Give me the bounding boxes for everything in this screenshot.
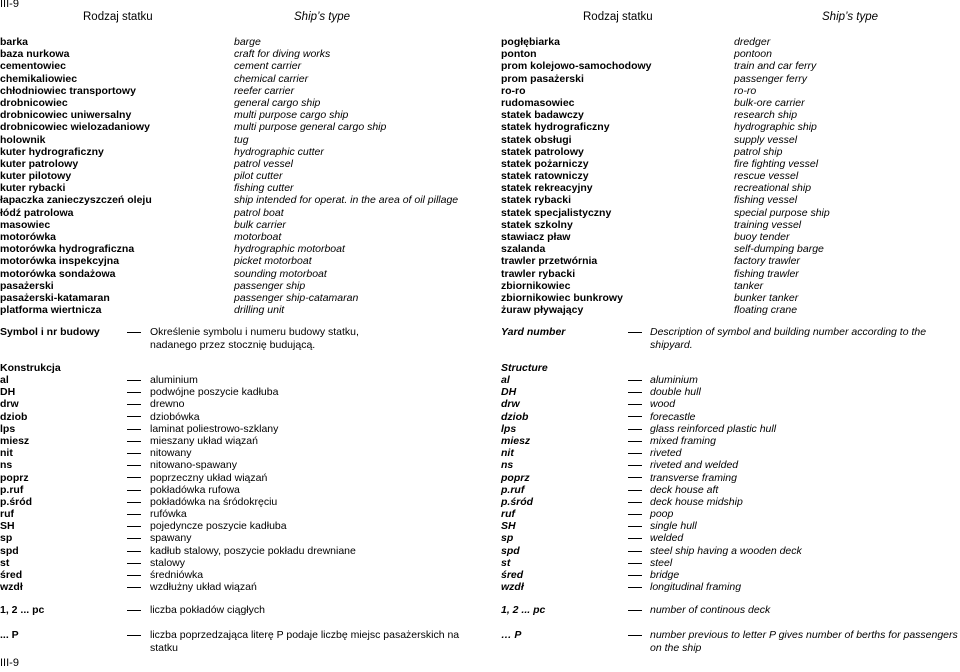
abbreviation: drw xyxy=(501,398,520,411)
abbreviation-meaning: transverse framing xyxy=(650,471,737,484)
dash-separator xyxy=(127,502,141,503)
ship-type-en: dredger xyxy=(734,36,771,48)
dash-separator xyxy=(127,404,141,405)
dash-separator xyxy=(628,563,642,564)
decks-abbr-pl: 1, 2 ... pc xyxy=(0,604,45,616)
ship-type-pl: statek hydrograficzny xyxy=(501,121,610,134)
ship-type-en: reefer carrier xyxy=(234,84,295,97)
abbreviation: miesz xyxy=(0,434,30,447)
ship-type-en: bunker tanker xyxy=(734,291,799,304)
ship-type-pl: ponton xyxy=(501,48,537,61)
ship-type-pl: ro-ro xyxy=(501,84,526,97)
abbreviation: spd xyxy=(0,544,19,557)
dash-separator xyxy=(127,332,141,333)
abbreviation: sp xyxy=(0,532,13,545)
abbreviation-meaning: deck house aft xyxy=(650,483,719,496)
ship-type-pl: kuter pilotowy xyxy=(0,170,72,183)
ship-type-pl: kuter hydrograficzny xyxy=(0,145,104,158)
ship-type-pl: trawler przetwórnia xyxy=(501,255,598,268)
ship-type-en: patrol ship xyxy=(734,145,783,158)
dash-separator xyxy=(628,635,642,636)
abbreviation: p.ruf xyxy=(0,483,24,496)
abbreviation: lps xyxy=(0,422,16,435)
ship-type-en: sounding motorboat xyxy=(234,267,327,280)
abbreviation: st xyxy=(501,556,511,569)
ship-type-en: tanker xyxy=(734,279,764,292)
ship-type-en: rescue vessel xyxy=(734,170,799,183)
ship-type-pl: masowiec xyxy=(0,218,51,231)
abbreviation: nit xyxy=(501,447,514,460)
yard-number-desc-en: Description of symbol and building number according to the shipyard. xyxy=(650,326,927,351)
ship-type-pl: szalanda xyxy=(501,243,546,256)
ship-type-pl: statek rekreacyjny xyxy=(501,182,593,195)
ship-type-en: chemical carrier xyxy=(234,72,309,85)
ship-type-en: motorboat xyxy=(234,231,282,243)
ship-type-pl: holownik xyxy=(0,133,46,146)
ship-type-pl: prom kolejowo-samochodowy xyxy=(501,60,652,73)
ship-type-pl: stawiacz pław xyxy=(501,231,571,243)
dash-separator xyxy=(628,404,642,405)
header-right-english: Ship’s type xyxy=(822,11,879,23)
abbreviation-meaning: średniówka xyxy=(150,569,204,581)
dash-separator xyxy=(127,490,141,491)
yard-number-desc-pl: Określenie symbolu i numeru budowy statku, nadanego przez stocznię budującą. xyxy=(150,326,359,351)
header-left-polish: Rodzaj statku xyxy=(83,11,153,23)
abbreviation-meaning: pokładówka rufowa xyxy=(150,483,240,496)
ship-type-pl: motorówka hydrograficzna xyxy=(0,243,135,256)
ship-types-right-polish xyxy=(501,36,652,316)
dash-separator xyxy=(628,453,642,454)
ship-type-pl: statek badawczy xyxy=(501,109,584,122)
dash-separator xyxy=(628,538,642,539)
dash-separator xyxy=(628,429,642,430)
abbreviation: ruf xyxy=(501,508,515,521)
ship-type-en: train and car ferry xyxy=(734,60,817,73)
berths-abbr-pl: ... P xyxy=(0,629,19,641)
ship-type-pl: pasażerski xyxy=(0,279,54,292)
ship-type-pl: drobnicowiec uniwersalny xyxy=(0,109,132,122)
dash-separator xyxy=(628,514,642,515)
abbreviation-meaning: poprzeczny układ wiązań xyxy=(150,471,268,484)
abbreviation: DH xyxy=(0,386,16,399)
dash-separator xyxy=(127,635,141,636)
abbreviation-meaning: steel xyxy=(650,556,673,569)
dash-separator xyxy=(628,526,642,527)
abbreviation-meaning: bridge xyxy=(650,569,680,581)
ship-type-en: tug xyxy=(234,133,249,146)
abbreviation: al xyxy=(0,374,9,386)
abbreviation-meaning: riveted and welded xyxy=(650,459,739,472)
ship-type-en: multi purpose cargo ship xyxy=(234,109,349,122)
dash-separator xyxy=(127,380,141,381)
dash-separator xyxy=(127,526,141,527)
abbreviation-meaning: deck house midship xyxy=(650,495,743,508)
abbreviation-meaning: aluminium xyxy=(650,374,698,386)
abbreviation-meaning: double hull xyxy=(650,386,701,399)
abbreviation: dziob xyxy=(0,410,28,423)
page-number-bottom: III-9 xyxy=(0,657,19,669)
abbreviation: nit xyxy=(0,447,13,460)
abbreviation: SH xyxy=(0,520,15,533)
ship-type-pl: cementowiec xyxy=(0,60,66,73)
abbreviation: sp xyxy=(501,532,514,545)
ship-type-en: hydrographic ship xyxy=(734,121,817,134)
dash-separator xyxy=(127,429,141,430)
ship-type-en: patrol vessel xyxy=(234,157,293,170)
abbreviation-meaning: steel ship having a wooden deck xyxy=(650,544,802,557)
ship-type-pl: barka xyxy=(0,36,29,48)
dash-separator xyxy=(127,575,141,576)
abbreviation-meaning: poop xyxy=(650,508,674,521)
ship-type-en: supply vessel xyxy=(734,133,798,146)
abbreviation-meaning: laminat poliestrowo-szklany xyxy=(150,422,279,435)
ship-type-pl: platforma wiertnicza xyxy=(0,304,102,317)
ship-type-pl: motorówka xyxy=(0,231,57,243)
ship-type-pl: trawler rybacki xyxy=(501,267,576,280)
ship-type-en: passenger ship-catamaran xyxy=(234,291,359,304)
dash-separator xyxy=(628,441,642,442)
abbreviation: śred xyxy=(501,569,524,581)
ship-type-en: barge xyxy=(234,36,261,48)
ship-type-en: pontoon xyxy=(734,48,772,61)
ship-type-pl: łapaczka zanieczyszczeń oleju xyxy=(0,194,152,207)
ship-type-pl: statek ratowniczy xyxy=(501,170,589,183)
dash-separator xyxy=(127,392,141,393)
dash-separator xyxy=(628,380,642,381)
abbreviation-meaning: mixed framing xyxy=(650,434,716,447)
ship-type-pl: pogłębiarka xyxy=(501,36,560,48)
dash-separator xyxy=(628,332,642,333)
dash-separator xyxy=(127,514,141,515)
abbreviation-meaning: podwójne poszycie kadłuba xyxy=(150,386,279,399)
construction-title-en: Structure xyxy=(501,362,548,374)
ship-type-pl: chłodniowiec transportowy xyxy=(0,84,136,97)
dash-separator xyxy=(628,477,642,478)
decks-abbr-en: 1, 2 ... pc xyxy=(501,604,546,616)
dash-separator xyxy=(127,441,141,442)
dash-separator xyxy=(127,453,141,454)
ship-type-pl: motorówka inspekcyjna xyxy=(0,255,120,268)
ship-type-pl: drobnicowiec xyxy=(0,96,68,109)
abbreviation: al xyxy=(501,374,510,386)
abbreviation: ruf xyxy=(0,508,14,521)
yard-number-label-pl: Symbol i nr budowy xyxy=(0,326,100,338)
dash-separator xyxy=(127,563,141,564)
ship-type-en: ship intended for operat. in the area of oil pillage xyxy=(234,194,459,207)
ship-types-left-english xyxy=(234,36,458,316)
abbreviation: miesz xyxy=(501,434,531,447)
abbreviation: drw xyxy=(0,398,19,411)
ship-type-pl: łódź patrolowa xyxy=(0,206,74,219)
ship-type-en: floating crane xyxy=(734,304,798,317)
abbreviation: p.śród xyxy=(501,495,534,508)
abbreviation-meaning: nitowano-spawany xyxy=(150,459,237,472)
construction-title-pl: Konstrukcja xyxy=(0,362,61,374)
abbreviation-meaning: longitudinal framing xyxy=(650,581,742,594)
decks-desc-en: number of continous deck xyxy=(650,604,771,616)
abbreviation-meaning: riveted xyxy=(650,447,682,460)
ship-type-en: special purpose ship xyxy=(734,206,830,219)
ship-type-pl: zbiornikowiec bunkrowy xyxy=(501,291,623,304)
abbreviation: SH xyxy=(501,520,516,533)
dash-separator xyxy=(127,477,141,478)
ship-type-pl: statek szkolny xyxy=(501,218,573,231)
abbreviation-meaning: kadłub stalowy, poszycie pokładu drewniane xyxy=(150,544,356,557)
header-right-polish: Rodzaj statku xyxy=(583,11,653,23)
abbreviation-meaning: stalowy xyxy=(150,556,186,569)
abbreviation-meaning: welded xyxy=(650,532,684,545)
abbreviation-meaning: mieszany układ wiązań xyxy=(150,434,258,447)
abbreviation-meaning: wzdłużny układ wiązań xyxy=(150,581,257,594)
abbreviation-meaning: glass reinforced plastic hull xyxy=(650,422,777,435)
ship-type-en: fishing trawler xyxy=(734,267,799,280)
dash-separator xyxy=(127,610,141,611)
abbreviation-meaning: pojedyncze poszycie kadłuba xyxy=(150,520,287,533)
abbreviation-meaning: wood xyxy=(650,398,676,411)
dash-separator xyxy=(127,465,141,466)
ship-type-en: buoy tender xyxy=(734,231,790,243)
ship-type-en: fire fighting vessel xyxy=(734,157,819,170)
abbreviation: ns xyxy=(501,459,514,472)
ship-type-en: passenger ferry xyxy=(734,72,807,85)
dash-separator xyxy=(127,587,141,588)
abbreviation: ns xyxy=(0,459,13,472)
ship-type-pl: baza nurkowa xyxy=(0,48,70,61)
dash-separator xyxy=(628,490,642,491)
abbreviation: st xyxy=(0,556,10,569)
abbreviation: lps xyxy=(501,422,517,435)
ship-type-en: craft for diving works xyxy=(234,48,331,61)
abbreviation: poprz xyxy=(501,471,530,484)
abbreviation-meaning: nitowany xyxy=(150,447,192,460)
abbreviation-meaning: drewno xyxy=(150,398,185,411)
ship-type-pl: statek rybacki xyxy=(501,194,572,207)
ship-type-pl: motorówka sondażowa xyxy=(0,267,116,280)
ship-type-en: fishing cutter xyxy=(234,182,294,195)
ship-type-pl: statek pożarniczy xyxy=(501,157,589,170)
ship-type-pl: żuraw pływający xyxy=(501,304,584,317)
ship-type-en: picket motorboat xyxy=(234,255,312,268)
dash-separator xyxy=(628,502,642,503)
abbreviation: wzdł xyxy=(501,581,524,594)
ship-type-pl: kuter patrolowy xyxy=(0,157,79,170)
ship-type-en: general cargo ship xyxy=(234,96,321,109)
ship-type-en: pilot cutter xyxy=(234,170,283,183)
ship-type-en: patrol boat xyxy=(234,206,284,219)
abbreviation-meaning: spawany xyxy=(150,532,192,545)
berths-desc-pl: liczba poprzedzająca literę P podaje liczbę miejsc pasażerskich na statku xyxy=(150,629,460,654)
ship-type-pl: prom pasażerski xyxy=(501,72,584,85)
abbreviation: dziob xyxy=(501,410,529,423)
ship-types-right-english xyxy=(734,36,830,316)
ship-type-en: factory trawler xyxy=(734,255,800,268)
ship-type-en: hydrographic cutter xyxy=(234,145,324,158)
construction-abbr-pl xyxy=(0,374,32,593)
abbreviation-meaning: pokładówka na śródokręciu xyxy=(150,495,278,508)
berths-abbr-en: … P xyxy=(501,629,522,641)
ship-type-pl: chemikaliowiec xyxy=(0,72,78,85)
abbreviation: p.śród xyxy=(0,495,33,508)
construction-meaning-en xyxy=(650,374,802,593)
abbreviation: poprz xyxy=(0,471,29,484)
dash-separator xyxy=(628,465,642,466)
dash-separator xyxy=(127,551,141,552)
ship-type-en: self-dumping barge xyxy=(734,243,824,256)
ship-type-pl: drobnicowiec wielozadaniowy xyxy=(0,121,150,134)
ship-type-pl: zbiornikowiec xyxy=(501,279,571,292)
ship-type-pl: statek obsługi xyxy=(501,133,572,146)
yard-number-label-en: Yard number xyxy=(501,326,566,338)
decks-desc-pl: liczba pokładów ciągłych xyxy=(150,604,265,616)
dash-separator xyxy=(127,416,141,417)
dash-separator xyxy=(628,551,642,552)
construction-meaning-pl xyxy=(150,374,356,593)
abbreviation-meaning: rufówka xyxy=(150,508,187,521)
dash-separator xyxy=(628,392,642,393)
ship-type-en: bulk carrier xyxy=(234,218,286,231)
abbreviation: p.ruf xyxy=(501,483,525,496)
header-left-english: Ship’s type xyxy=(294,11,351,23)
abbreviation-meaning: forecastle xyxy=(650,410,696,423)
dash-separator xyxy=(628,610,642,611)
ship-type-en: hydrographic motorboat xyxy=(234,243,345,256)
dash-separator xyxy=(628,587,642,588)
ship-types-left-polish xyxy=(0,36,152,316)
ship-type-en: drilling unit xyxy=(234,304,285,317)
ship-type-pl: statek patrolowy xyxy=(501,145,584,158)
ship-type-en: training vessel xyxy=(734,218,802,231)
ship-type-en: recreational ship xyxy=(734,182,812,195)
berths-desc-en: number previous to letter P gives number of berths for passengers on the ship xyxy=(650,629,958,654)
abbreviation-meaning: aluminium xyxy=(150,374,198,386)
ship-type-pl: pasażerski-katamaran xyxy=(0,291,110,304)
abbreviation: wzdł xyxy=(0,581,23,594)
ship-type-en: cement carrier xyxy=(234,60,302,73)
abbreviation-meaning: single hull xyxy=(650,520,697,533)
ship-type-en: research ship xyxy=(734,109,798,122)
ship-type-pl: statek specjalistyczny xyxy=(501,206,612,219)
dash-separator xyxy=(628,575,642,576)
abbreviation: śred xyxy=(0,569,23,581)
dash-separator xyxy=(628,416,642,417)
abbreviation: DH xyxy=(501,386,517,399)
ship-type-en: fishing vessel xyxy=(734,194,798,207)
ship-type-en: multi purpose general cargo ship xyxy=(234,121,387,134)
ship-type-pl: rudomasowiec xyxy=(501,96,575,109)
construction-abbr-en xyxy=(501,374,533,593)
ship-type-pl: kuter rybacki xyxy=(0,182,66,195)
ship-type-en: bulk-ore carrier xyxy=(734,96,805,109)
abbreviation-meaning: dziobówka xyxy=(150,410,200,423)
ship-type-en: ro-ro xyxy=(734,84,757,97)
ship-type-en: passenger ship xyxy=(234,279,306,292)
page-number-top: III-9 xyxy=(0,0,19,10)
dash-separator xyxy=(127,538,141,539)
abbreviation: spd xyxy=(501,544,520,557)
